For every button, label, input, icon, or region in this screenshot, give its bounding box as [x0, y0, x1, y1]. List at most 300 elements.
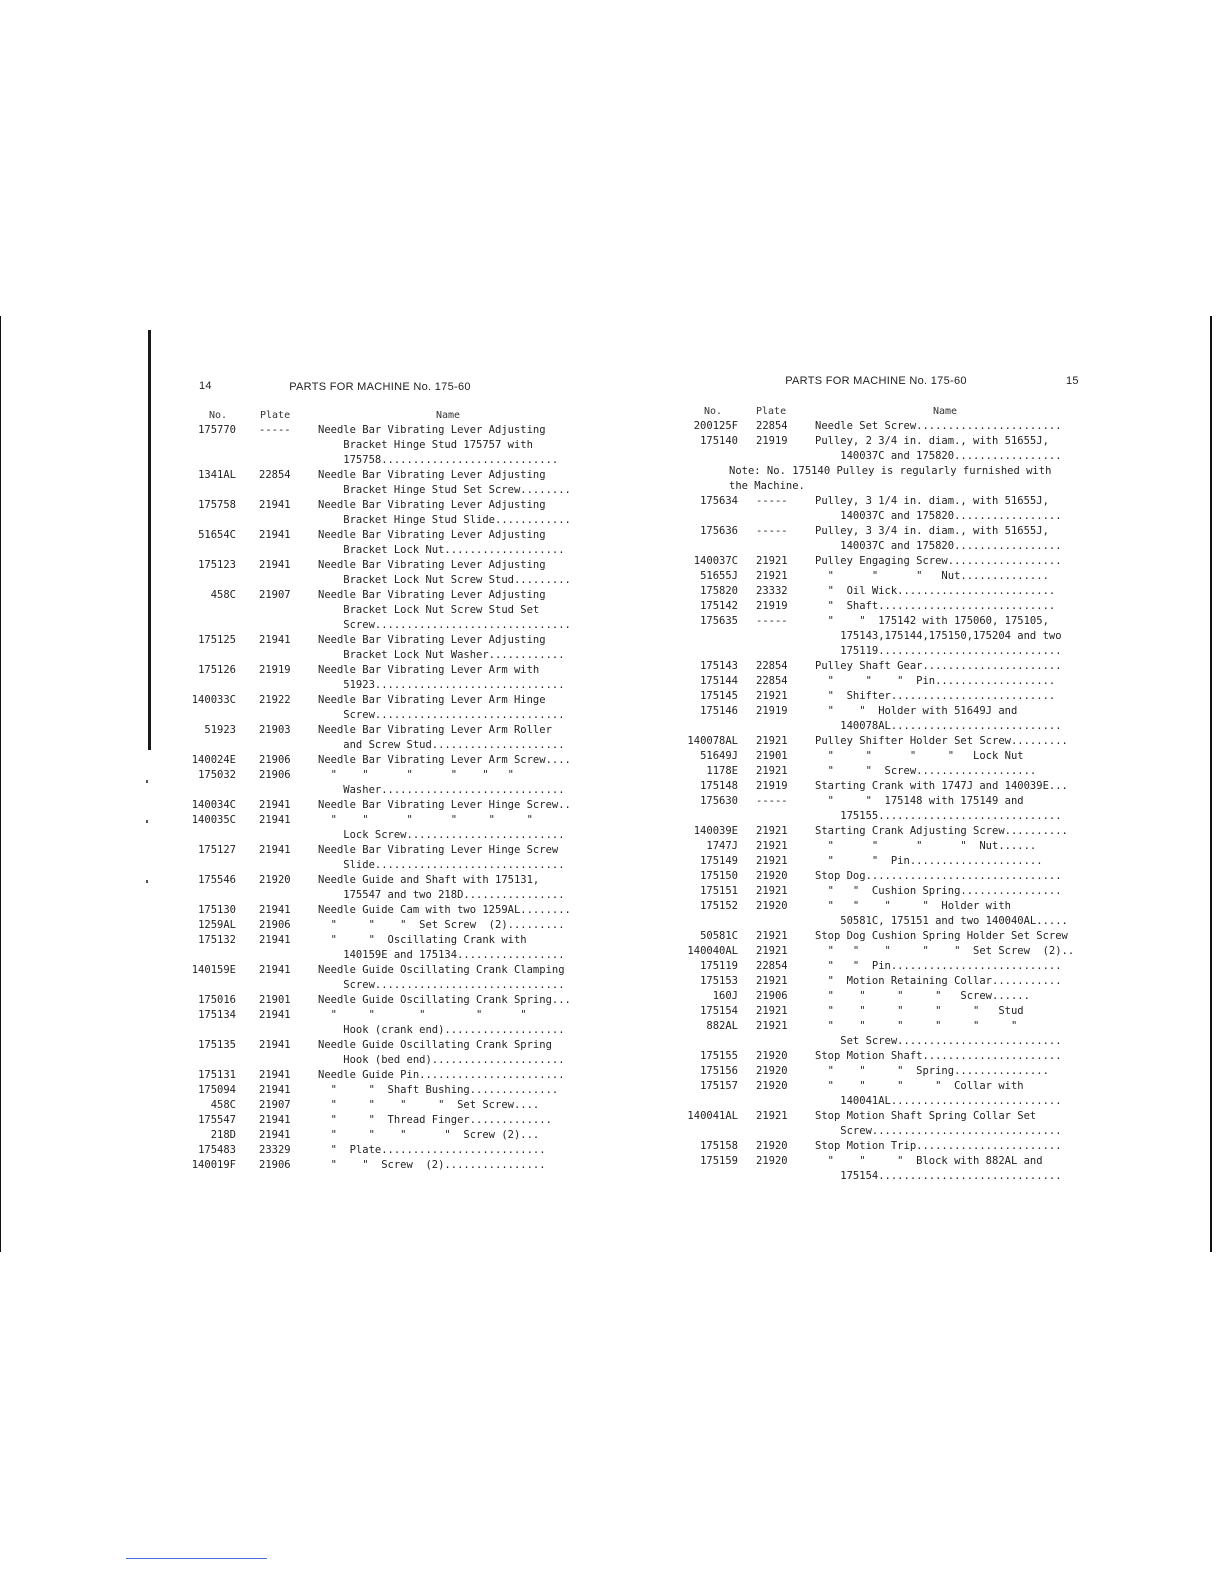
part-row	[640, 704, 1100, 719]
part-name: Needle Bar Vibrating Lever Adjusting	[318, 559, 546, 571]
part-name: " Shifter..........................	[815, 690, 1056, 702]
part-number: 175126	[198, 664, 236, 676]
part-name: Bracket Hinge Stud 175757 with	[318, 439, 533, 451]
part-number: 175153	[700, 975, 738, 987]
part-number: 140033C	[191, 694, 236, 706]
part-number: 51649J	[700, 750, 738, 762]
part-row	[640, 929, 1100, 944]
part-number: 140039E	[693, 825, 738, 837]
plate-number: 21941	[259, 634, 291, 646]
part-number: 175155	[700, 1050, 738, 1062]
part-number: 1259AL	[198, 919, 236, 931]
part-number: 140019F	[191, 1159, 236, 1171]
part-name: Screw...............................	[318, 619, 571, 631]
right-col-no-header: No.	[704, 406, 723, 417]
part-name: Stop Motion Shaft Spring Collar Set	[815, 1110, 1037, 1122]
part-row	[640, 494, 1100, 509]
part-number: 175132	[198, 934, 236, 946]
plate-number: 21941	[259, 1084, 291, 1096]
part-row	[150, 873, 600, 888]
part-row	[150, 1083, 600, 1098]
sheet-right-edge	[1210, 316, 1212, 1252]
part-number: 175546	[198, 874, 236, 886]
part-row	[150, 1128, 600, 1143]
plate-number: 21921	[756, 945, 788, 957]
part-number: 175123	[198, 559, 236, 571]
plate-number: 21921	[756, 825, 788, 837]
left-page-number: 14	[199, 380, 212, 392]
part-number: 175125	[198, 634, 236, 646]
plate-number: -----	[756, 495, 788, 507]
part-name: 140041AL...........................	[815, 1095, 1062, 1107]
plate-number: 21920	[756, 1080, 788, 1092]
plate-number: 21921	[756, 855, 788, 867]
part-row-continuation	[150, 543, 600, 558]
plate-number: 21921	[756, 765, 788, 777]
part-number: 175157	[700, 1080, 738, 1092]
part-number: 882AL	[706, 1020, 738, 1032]
part-name: " " Thread Finger.............	[318, 1114, 552, 1126]
part-name: Needle Bar Vibrating Lever Arm Screw....	[318, 754, 571, 766]
part-name: Pulley Engaging Screw..................	[815, 555, 1062, 567]
plate-number: 21921	[756, 1005, 788, 1017]
part-name: " " " " "	[318, 1009, 527, 1021]
part-name: Needle Guide Cam with two 1259AL........	[318, 904, 571, 916]
part-row	[150, 918, 600, 933]
part-row	[150, 693, 600, 708]
part-name: Needle Bar Vibrating Lever Arm Roller	[318, 724, 552, 736]
part-number: 175152	[700, 900, 738, 912]
plate-number: 21921	[756, 570, 788, 582]
part-name: Slide..............................	[318, 859, 565, 871]
part-name: Screw..............................	[318, 979, 565, 991]
part-name: Needle Bar Vibrating Lever Adjusting	[318, 634, 546, 646]
plate-number: 21920	[756, 1155, 788, 1167]
link-underline	[126, 1558, 267, 1559]
plate-number: 21921	[756, 930, 788, 942]
plate-number: 23329	[259, 1144, 291, 1156]
part-row	[150, 933, 600, 948]
part-number: 140159E	[191, 964, 236, 976]
part-name: " " " Pin...................	[815, 675, 1056, 687]
part-row	[640, 869, 1100, 884]
plate-number: 22854	[756, 675, 788, 687]
part-name: Washer.............................	[318, 784, 565, 796]
part-row	[150, 423, 600, 438]
part-row	[150, 1143, 600, 1158]
part-name: 175758............................	[318, 454, 559, 466]
part-row	[150, 903, 600, 918]
part-name: Needle Set Screw.......................	[815, 420, 1062, 432]
part-name: " " " " Set Screw....	[318, 1099, 540, 1111]
part-name: Needle Bar Vibrating Lever Adjusting	[318, 529, 546, 541]
plate-number: 21920	[756, 870, 788, 882]
plate-number: 21903	[259, 724, 291, 736]
plate-number: -----	[756, 525, 788, 537]
part-row	[640, 614, 1100, 629]
part-row	[640, 899, 1100, 914]
part-row-continuation	[640, 1034, 1100, 1049]
part-row	[640, 794, 1100, 809]
part-name: Bracket Lock Nut Washer............	[318, 649, 565, 661]
plate-number: 21920	[756, 1050, 788, 1062]
part-number: 175820	[700, 585, 738, 597]
plate-number: 21906	[259, 919, 291, 931]
plate-number: 22854	[756, 660, 788, 672]
part-name: 140078AL...........................	[815, 720, 1062, 732]
plate-number: 21919	[756, 780, 788, 792]
part-number: 140078AL	[687, 735, 738, 747]
part-name: " " Pin.....................	[815, 855, 1043, 867]
part-row-continuation	[150, 573, 600, 588]
part-name: " " 175142 with 175060, 175105,	[815, 615, 1049, 627]
part-number: 1341AL	[198, 469, 236, 481]
part-name: " " " " Holder with	[815, 900, 1011, 912]
plate-number: 21941	[259, 844, 291, 856]
plate-number: 21906	[259, 769, 291, 781]
plate-number: -----	[756, 795, 788, 807]
plate-number: 21919	[756, 705, 788, 717]
part-row	[640, 944, 1100, 959]
part-name: 50581C, 175151 and two 140040AL.....	[815, 915, 1068, 927]
part-number: 175634	[700, 495, 738, 507]
part-name: Bracket Lock Nut Screw Stud Set	[318, 604, 540, 616]
part-row	[640, 434, 1100, 449]
part-name: 175547 and two 218D................	[318, 889, 565, 901]
part-number: 175547	[198, 1114, 236, 1126]
right-parts-list	[640, 419, 1100, 1184]
part-number: 175143	[700, 660, 738, 672]
plate-number: 21921	[756, 555, 788, 567]
part-row-continuation	[150, 483, 600, 498]
part-row	[640, 524, 1100, 539]
plate-number: 21941	[259, 964, 291, 976]
plate-number: 21919	[756, 435, 788, 447]
part-row	[640, 989, 1100, 1004]
part-number: 175131	[198, 1069, 236, 1081]
plate-number: 21901	[259, 994, 291, 1006]
part-row-continuation	[640, 509, 1100, 524]
part-number: 175149	[700, 855, 738, 867]
part-row-continuation	[150, 978, 600, 993]
part-row-continuation	[150, 783, 600, 798]
part-row	[150, 798, 600, 813]
part-row-continuation	[150, 708, 600, 723]
part-name: " " Oscillating Crank with	[318, 934, 527, 946]
part-row	[640, 1019, 1100, 1034]
part-name: 175154.............................	[815, 1170, 1062, 1182]
plate-number: 22854	[259, 469, 291, 481]
plate-number: 21921	[756, 885, 788, 897]
part-name: Bracket Lock Nut Screw Stud.........	[318, 574, 571, 586]
part-name: " " " Block with 882AL and	[815, 1155, 1043, 1167]
part-row	[640, 974, 1100, 989]
part-name: and Screw Stud.....................	[318, 739, 565, 751]
part-row	[640, 569, 1100, 584]
part-name: Needle Bar Vibrating Lever Adjusting	[318, 499, 546, 511]
scan-speck	[146, 880, 148, 883]
plate-number: 21941	[259, 529, 291, 541]
part-row-continuation	[150, 513, 600, 528]
part-name: " " Cushion Spring................	[815, 885, 1062, 897]
part-row	[640, 764, 1100, 779]
part-name: Needle Bar Vibrating Lever Adjusting	[318, 589, 546, 601]
part-number: 160J	[712, 990, 738, 1002]
part-number: 175635	[700, 615, 738, 627]
part-name: " " " " Collar with	[815, 1080, 1024, 1092]
part-name: Hook (crank end)...................	[318, 1024, 565, 1036]
part-name: " " Shaft Bushing..............	[318, 1084, 559, 1096]
part-number: 175094	[198, 1084, 236, 1096]
part-name: Needle Guide Oscillating Crank Clamping	[318, 964, 565, 976]
plate-number: 21921	[756, 975, 788, 987]
part-name: Screw..............................	[815, 1125, 1062, 1137]
part-row-continuation	[150, 948, 600, 963]
part-row	[150, 1158, 600, 1173]
part-number: 175127	[198, 844, 236, 856]
part-number: 218D	[210, 1129, 236, 1141]
plate-number: 21919	[259, 664, 291, 676]
part-row-continuation	[150, 1023, 600, 1038]
part-number: 175770	[198, 424, 236, 436]
part-row	[640, 734, 1100, 749]
part-number: 140041AL	[687, 1110, 738, 1122]
part-row	[150, 723, 600, 738]
part-name: " " " " " Set Screw (2)..	[815, 945, 1075, 957]
part-name: " " Holder with 51649J and	[815, 705, 1018, 717]
part-row	[640, 419, 1100, 434]
part-name: 140037C and 175820.................	[815, 540, 1062, 552]
part-row-continuation	[640, 1124, 1100, 1139]
part-number: 175134	[198, 1009, 236, 1021]
part-row	[150, 1038, 600, 1053]
note-line: Note: No. 175140 Pulley is regularly furnished with	[729, 465, 1052, 477]
part-number: 175630	[700, 795, 738, 807]
part-number: 51654C	[198, 529, 236, 541]
left-page-header: PARTS FOR MACHINE No. 175-60	[289, 381, 471, 393]
part-name: Pulley, 2 3/4 in. diam., with 51655J,	[815, 435, 1049, 447]
part-name: Stop Dog...............................	[815, 870, 1062, 882]
part-number: 1747J	[706, 840, 738, 852]
part-name: " " " " " "	[815, 1020, 1018, 1032]
part-name: " " " " Screw (2)...	[318, 1129, 540, 1141]
part-number: 175156	[700, 1065, 738, 1077]
right-col-name-header: Name	[933, 406, 958, 417]
part-row-continuation	[150, 648, 600, 663]
part-number: 1178E	[706, 765, 738, 777]
plate-number: 21941	[259, 814, 291, 826]
plate-number: 21921	[756, 1020, 788, 1032]
part-name: Pulley Shifter Holder Set Screw.........	[815, 735, 1068, 747]
part-row	[640, 1004, 1100, 1019]
part-name: Stop Dog Cushion Spring Holder Set Screw	[815, 930, 1068, 942]
plate-number: 21907	[259, 1099, 291, 1111]
part-row	[150, 813, 600, 828]
plate-number: 21941	[259, 499, 291, 511]
plate-number: 21919	[756, 600, 788, 612]
part-name: " " " " Nut......	[815, 840, 1037, 852]
plate-number: 21901	[756, 750, 788, 762]
part-row	[640, 839, 1100, 854]
plate-number: 21941	[259, 904, 291, 916]
plate-number: 21941	[259, 934, 291, 946]
part-name: 175155.............................	[815, 810, 1062, 822]
part-number: 175148	[700, 780, 738, 792]
part-number: 140035C	[191, 814, 236, 826]
part-name: " Shaft............................	[815, 600, 1056, 612]
part-number: 175119	[700, 960, 738, 972]
part-number: 175483	[198, 1144, 236, 1156]
plate-number: 21922	[259, 694, 291, 706]
part-name: Needle Guide Oscillating Crank Spring...	[318, 994, 571, 1006]
part-number: 140024E	[191, 754, 236, 766]
part-row-continuation	[150, 888, 600, 903]
part-row	[640, 659, 1100, 674]
part-row-continuation	[150, 858, 600, 873]
part-row-continuation	[640, 449, 1100, 464]
part-row-continuation	[150, 618, 600, 633]
part-row	[150, 1113, 600, 1128]
part-number: 458C	[210, 589, 236, 601]
part-row-continuation	[150, 453, 600, 468]
part-number: 458C	[210, 1099, 236, 1111]
part-number: 175016	[198, 994, 236, 1006]
part-row	[150, 468, 600, 483]
plate-number: 21921	[756, 690, 788, 702]
note-line: the Machine.	[729, 480, 805, 492]
part-name: " " " " Lock Nut	[815, 750, 1024, 762]
sheet-left-edge	[0, 316, 1, 1252]
plate-number: 21941	[259, 559, 291, 571]
part-number: 200125F	[693, 420, 738, 432]
part-name: " " 175148 with 175149 and	[815, 795, 1024, 807]
part-row-continuation	[150, 1053, 600, 1068]
plate-number: 21941	[259, 1114, 291, 1126]
part-name: Needle Bar Vibrating Lever Hinge Screw	[318, 844, 559, 856]
part-name: " Motion Retaining Collar...........	[815, 975, 1062, 987]
part-row	[150, 1068, 600, 1083]
part-number: 175142	[700, 600, 738, 612]
part-number: 50581C	[700, 930, 738, 942]
part-number: 175146	[700, 705, 738, 717]
part-number: 175130	[198, 904, 236, 916]
part-row-continuation	[640, 1094, 1100, 1109]
part-row-continuation	[640, 809, 1100, 824]
part-number: 51655J	[700, 570, 738, 582]
part-name: " " Screw (2)................	[318, 1159, 546, 1171]
part-name: Set Screw..........................	[815, 1035, 1062, 1047]
part-name: " " " " " "	[318, 814, 533, 826]
part-name: " " Screw...................	[815, 765, 1037, 777]
part-name: Pulley, 3 1/4 in. diam., with 51655J,	[815, 495, 1049, 507]
plate-number: 21906	[259, 754, 291, 766]
part-name: Needle Bar Vibrating Lever Arm Hinge	[318, 694, 546, 706]
part-name: Bracket Hinge Stud Slide............	[318, 514, 571, 526]
part-row	[150, 1098, 600, 1113]
part-row-continuation	[150, 678, 600, 693]
part-name: 140159E and 175134.................	[318, 949, 565, 961]
part-name: " " " " " Stud	[815, 1005, 1024, 1017]
part-row	[640, 584, 1100, 599]
part-row	[150, 963, 600, 978]
part-number: 175636	[700, 525, 738, 537]
part-row	[640, 1154, 1100, 1169]
part-number: 175158	[700, 1140, 738, 1152]
part-name: 140037C and 175820.................	[815, 450, 1062, 462]
part-row	[150, 558, 600, 573]
part-row	[150, 843, 600, 858]
part-row	[640, 1079, 1100, 1094]
plate-number: 21941	[259, 1009, 291, 1021]
part-number: 175140	[700, 435, 738, 447]
part-row	[150, 528, 600, 543]
part-number: 175145	[700, 690, 738, 702]
part-row	[640, 1064, 1100, 1079]
part-name: " " " " Screw......	[815, 990, 1030, 1002]
scan-speck	[146, 820, 148, 823]
part-name: " " Pin...........................	[815, 960, 1062, 972]
plate-number: 22854	[756, 420, 788, 432]
part-name: Lock Screw.........................	[318, 829, 565, 841]
scan-speck	[146, 780, 148, 783]
plate-number: 21920	[756, 1065, 788, 1077]
part-name: Bracket Hinge Stud Set Screw........	[318, 484, 571, 496]
part-row	[640, 689, 1100, 704]
part-name: Starting Crank with 1747J and 140039E...	[815, 780, 1068, 792]
part-row	[150, 498, 600, 513]
part-row	[150, 1008, 600, 1023]
part-row	[640, 884, 1100, 899]
right-col-plate-header: Plate	[756, 406, 787, 417]
part-number: 140040AL	[687, 945, 738, 957]
part-name: Stop Motion Trip.......................	[815, 1140, 1062, 1152]
part-number: 175135	[198, 1039, 236, 1051]
plate-number: 21941	[259, 1039, 291, 1051]
right-page-header: PARTS FOR MACHINE No. 175-60	[785, 375, 967, 387]
part-name: 175143,175144,175150,175204 and two	[815, 630, 1062, 642]
part-row	[640, 749, 1100, 764]
part-number: 51923	[204, 724, 236, 736]
plate-number: 21920	[756, 900, 788, 912]
part-number: 175758	[198, 499, 236, 511]
part-row	[150, 768, 600, 783]
part-name: " " " Set Screw (2).........	[318, 919, 565, 931]
part-name: 175119.............................	[815, 645, 1062, 657]
plate-number: 21941	[259, 799, 291, 811]
part-row-continuation	[640, 719, 1100, 734]
part-row-continuation	[640, 1169, 1100, 1184]
plate-number: 21920	[259, 874, 291, 886]
part-row-continuation	[640, 629, 1100, 644]
part-row-continuation	[640, 644, 1100, 659]
part-name: " " " Spring...............	[815, 1065, 1049, 1077]
part-number: 140034C	[191, 799, 236, 811]
part-name: " Oil Wick.........................	[815, 585, 1056, 597]
part-row	[640, 554, 1100, 569]
part-row	[150, 588, 600, 603]
part-number: 175144	[700, 675, 738, 687]
part-row	[640, 1049, 1100, 1064]
part-name: Needle Bar Vibrating Lever Adjusting	[318, 424, 546, 436]
part-row-continuation	[640, 539, 1100, 554]
part-name: Needle Guide Pin.......................	[318, 1069, 565, 1081]
part-name: Needle Guide Oscillating Crank Spring	[318, 1039, 552, 1051]
part-name: 140037C and 175820.................	[815, 510, 1062, 522]
part-name: " " " Nut..............	[815, 570, 1049, 582]
plate-number: 21921	[756, 735, 788, 747]
part-name: " Plate..........................	[318, 1144, 546, 1156]
plate-number: 21906	[259, 1159, 291, 1171]
